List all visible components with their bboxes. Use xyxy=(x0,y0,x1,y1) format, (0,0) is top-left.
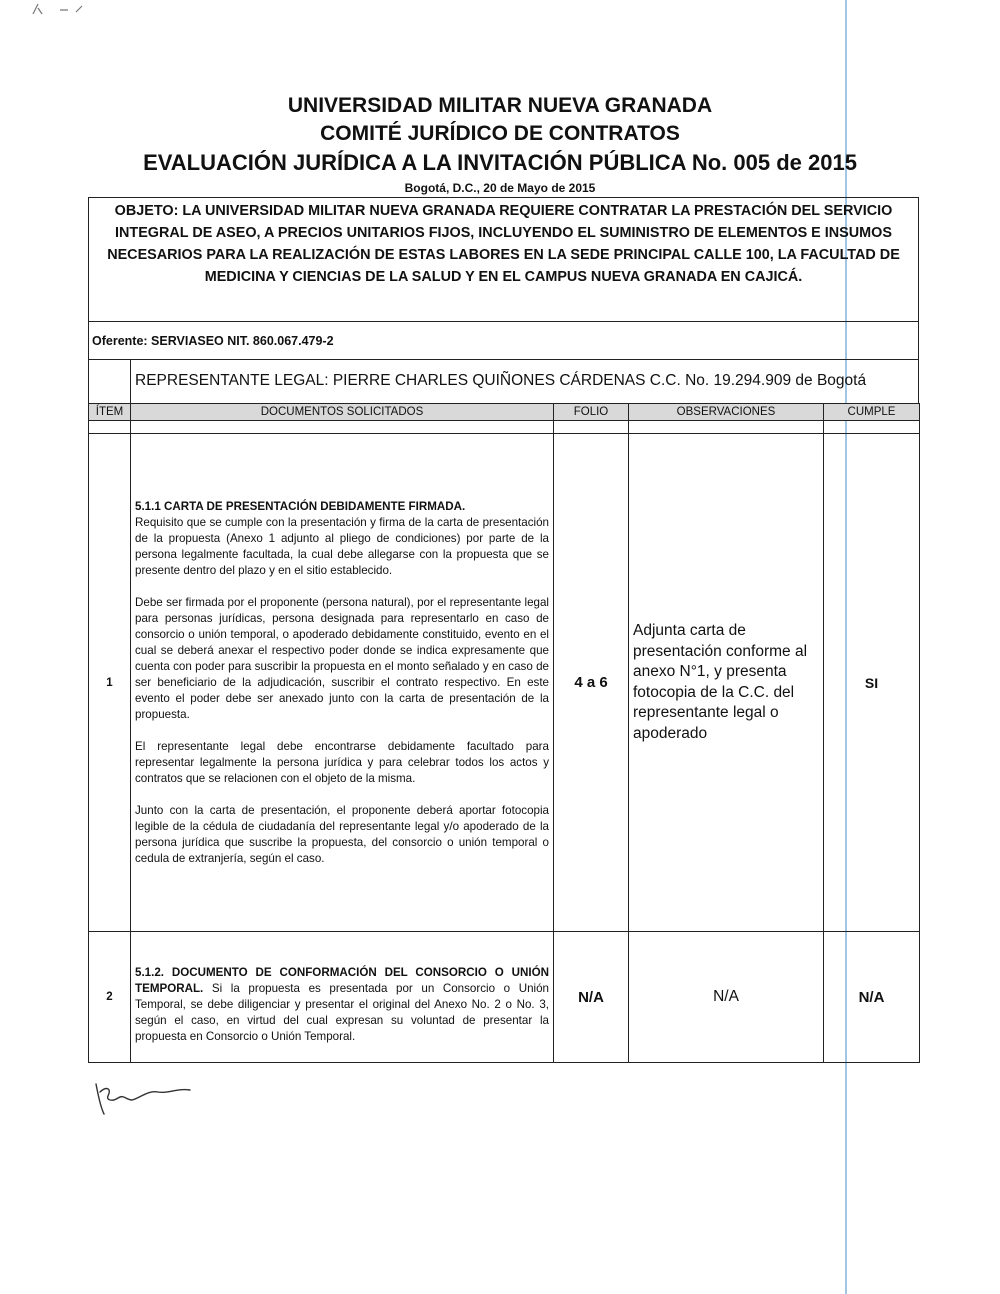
table-row xyxy=(89,932,920,1063)
requirement-paragraph: Si la propuesta es presentada por un Consorcio o Unión Temporal, se debe diligenciar y presentar el original del Anexo No. 2 o No. 3, según el caso, en virtud del cual expresan su voluntad de presentar la propuesta en Consorcio o Unión Temporal. xyxy=(135,982,549,1043)
requirement-paragraph: El representante legal debe encontrarse debidamente facultado para representar legalmente la persona jurídica y para celebrar todos los actos y contratos que se relacionen con el objeto de la misma. xyxy=(135,739,549,785)
document-date: Bogotá, D.C., 20 de Mayo de 2015 xyxy=(404,181,596,195)
folio-value: N/A xyxy=(554,932,629,1063)
requirement-title: 5.1.1 CARTA DE PRESENTACIÓN DEBIDAMENTE FIRMADA. xyxy=(135,499,466,513)
requirement-paragraph: Debe ser firmada por el proponente (persona natural), por el representante legal para personas jurídicas, persona designada para representarlo en caso de consorcio o unión temporal, o apoderado debidamente constituido, evento en el cual se deberá anexar el respectivo poder donde se indica expresamente que cuenta con poder para suscribir la propuesta en el monto señalado y en caso de ser beneficiario de la adjudicación, suscribir el contrato respectivo. En este evento el poder debe ser anexado junto con la carta de presentación de la propuesta. xyxy=(135,595,549,721)
item-number: 1 xyxy=(89,434,131,932)
col-cumple: CUMPLE xyxy=(824,404,920,421)
evaluation-title: EVALUACIÓN JURÍDICA A LA INVITACIÓN PÚBLICA No. 005 de 2015 xyxy=(143,150,857,175)
representante-legal: REPRESENTANTE LEGAL: PIERRE CHARLES QUIÑONES CÁRDENAS C.C. No. 19.294.909 de Bogotá xyxy=(135,372,867,389)
col-documentos: DOCUMENTOS SOLICITADOS xyxy=(131,404,554,421)
folio-value: 4 a 6 xyxy=(554,434,629,932)
committee-title: COMITÉ JURÍDICO DE CONTRATOS xyxy=(320,122,680,145)
representante-box xyxy=(88,359,919,404)
table-spacer-row xyxy=(89,421,920,434)
observaciones-value: N/A xyxy=(629,932,824,1063)
requirement-paragraph: Junto con la carta de presentación, el proponente deberá aportar fotocopia legible de la cédula de ciudadanía del representante legal y/o apoderado de la persona jurídica que suscribe la propuesta, del consorcio o unión temporal o cedula de extranjería, según el caso. xyxy=(135,803,549,865)
objeto-box: OBJETO: LA UNIVERSIDAD MILITAR NUEVA GRANADA REQUIERE CONTRATAR LA PRESTACIÓN DEL SERVICIO INTEGRAL DE ASEO, A PRECIOS UNITARIOS FIJOS, INCLUYENDO EL SUMINISTRO DE ELEMENTOS E INSUMOS NECESARIOS PARA LA REALIZACIÓN DE ESTAS LABORES EN LA SEDE PRINCIPAL CALLE 100, LA FACULTAD DE MEDICINA Y CIENCIAS DE LA SALUD Y EN EL CAMPUS NUEVA GRANADA EN CAJICÁ. xyxy=(88,197,919,322)
handwritten-signature xyxy=(92,1080,202,1120)
table-header-row xyxy=(89,404,920,421)
requirement-title: 5.1.2. DOCUMENTO DE CONFORMACIÓN DEL CONSORCIO O UNIÓN TEMPORAL. xyxy=(135,966,549,995)
col-item: ÍTEM xyxy=(89,404,131,421)
university-title: UNIVERSIDAD MILITAR NUEVA GRANADA xyxy=(287,94,713,117)
col-folio: FOLIO xyxy=(554,404,629,421)
col-observaciones: OBSERVACIONES xyxy=(629,404,824,421)
scan-mark xyxy=(30,0,90,20)
documentos-cell xyxy=(131,932,554,1063)
table-row xyxy=(89,434,920,932)
observaciones-value: Adjunta carta de presentación conforme al anexo N°1, y presenta fotocopia de la C.C. del representante legal o apoderado xyxy=(629,434,824,932)
documentos-cell xyxy=(131,434,554,932)
cumple-value: N/A xyxy=(824,932,920,1063)
item-number: 2 xyxy=(89,932,131,1063)
oferente-box: Oferente: SERVIASEO NIT. 860.067.479-2 xyxy=(88,321,919,360)
requirement-paragraph: Requisito que se cumple con la presentación y firma de la carta de presentación de la propuesta (Anexo 1 adjunto al pliego de condiciones) por parte de la persona legalmente facultada, la cual debe allegarse con la propuesta que se presente dentro del plazo y en el sitio establecido. xyxy=(135,515,549,577)
representante-empty-cell xyxy=(89,360,131,403)
cumple-value: SI xyxy=(824,434,920,932)
evaluation-table xyxy=(88,403,920,1063)
